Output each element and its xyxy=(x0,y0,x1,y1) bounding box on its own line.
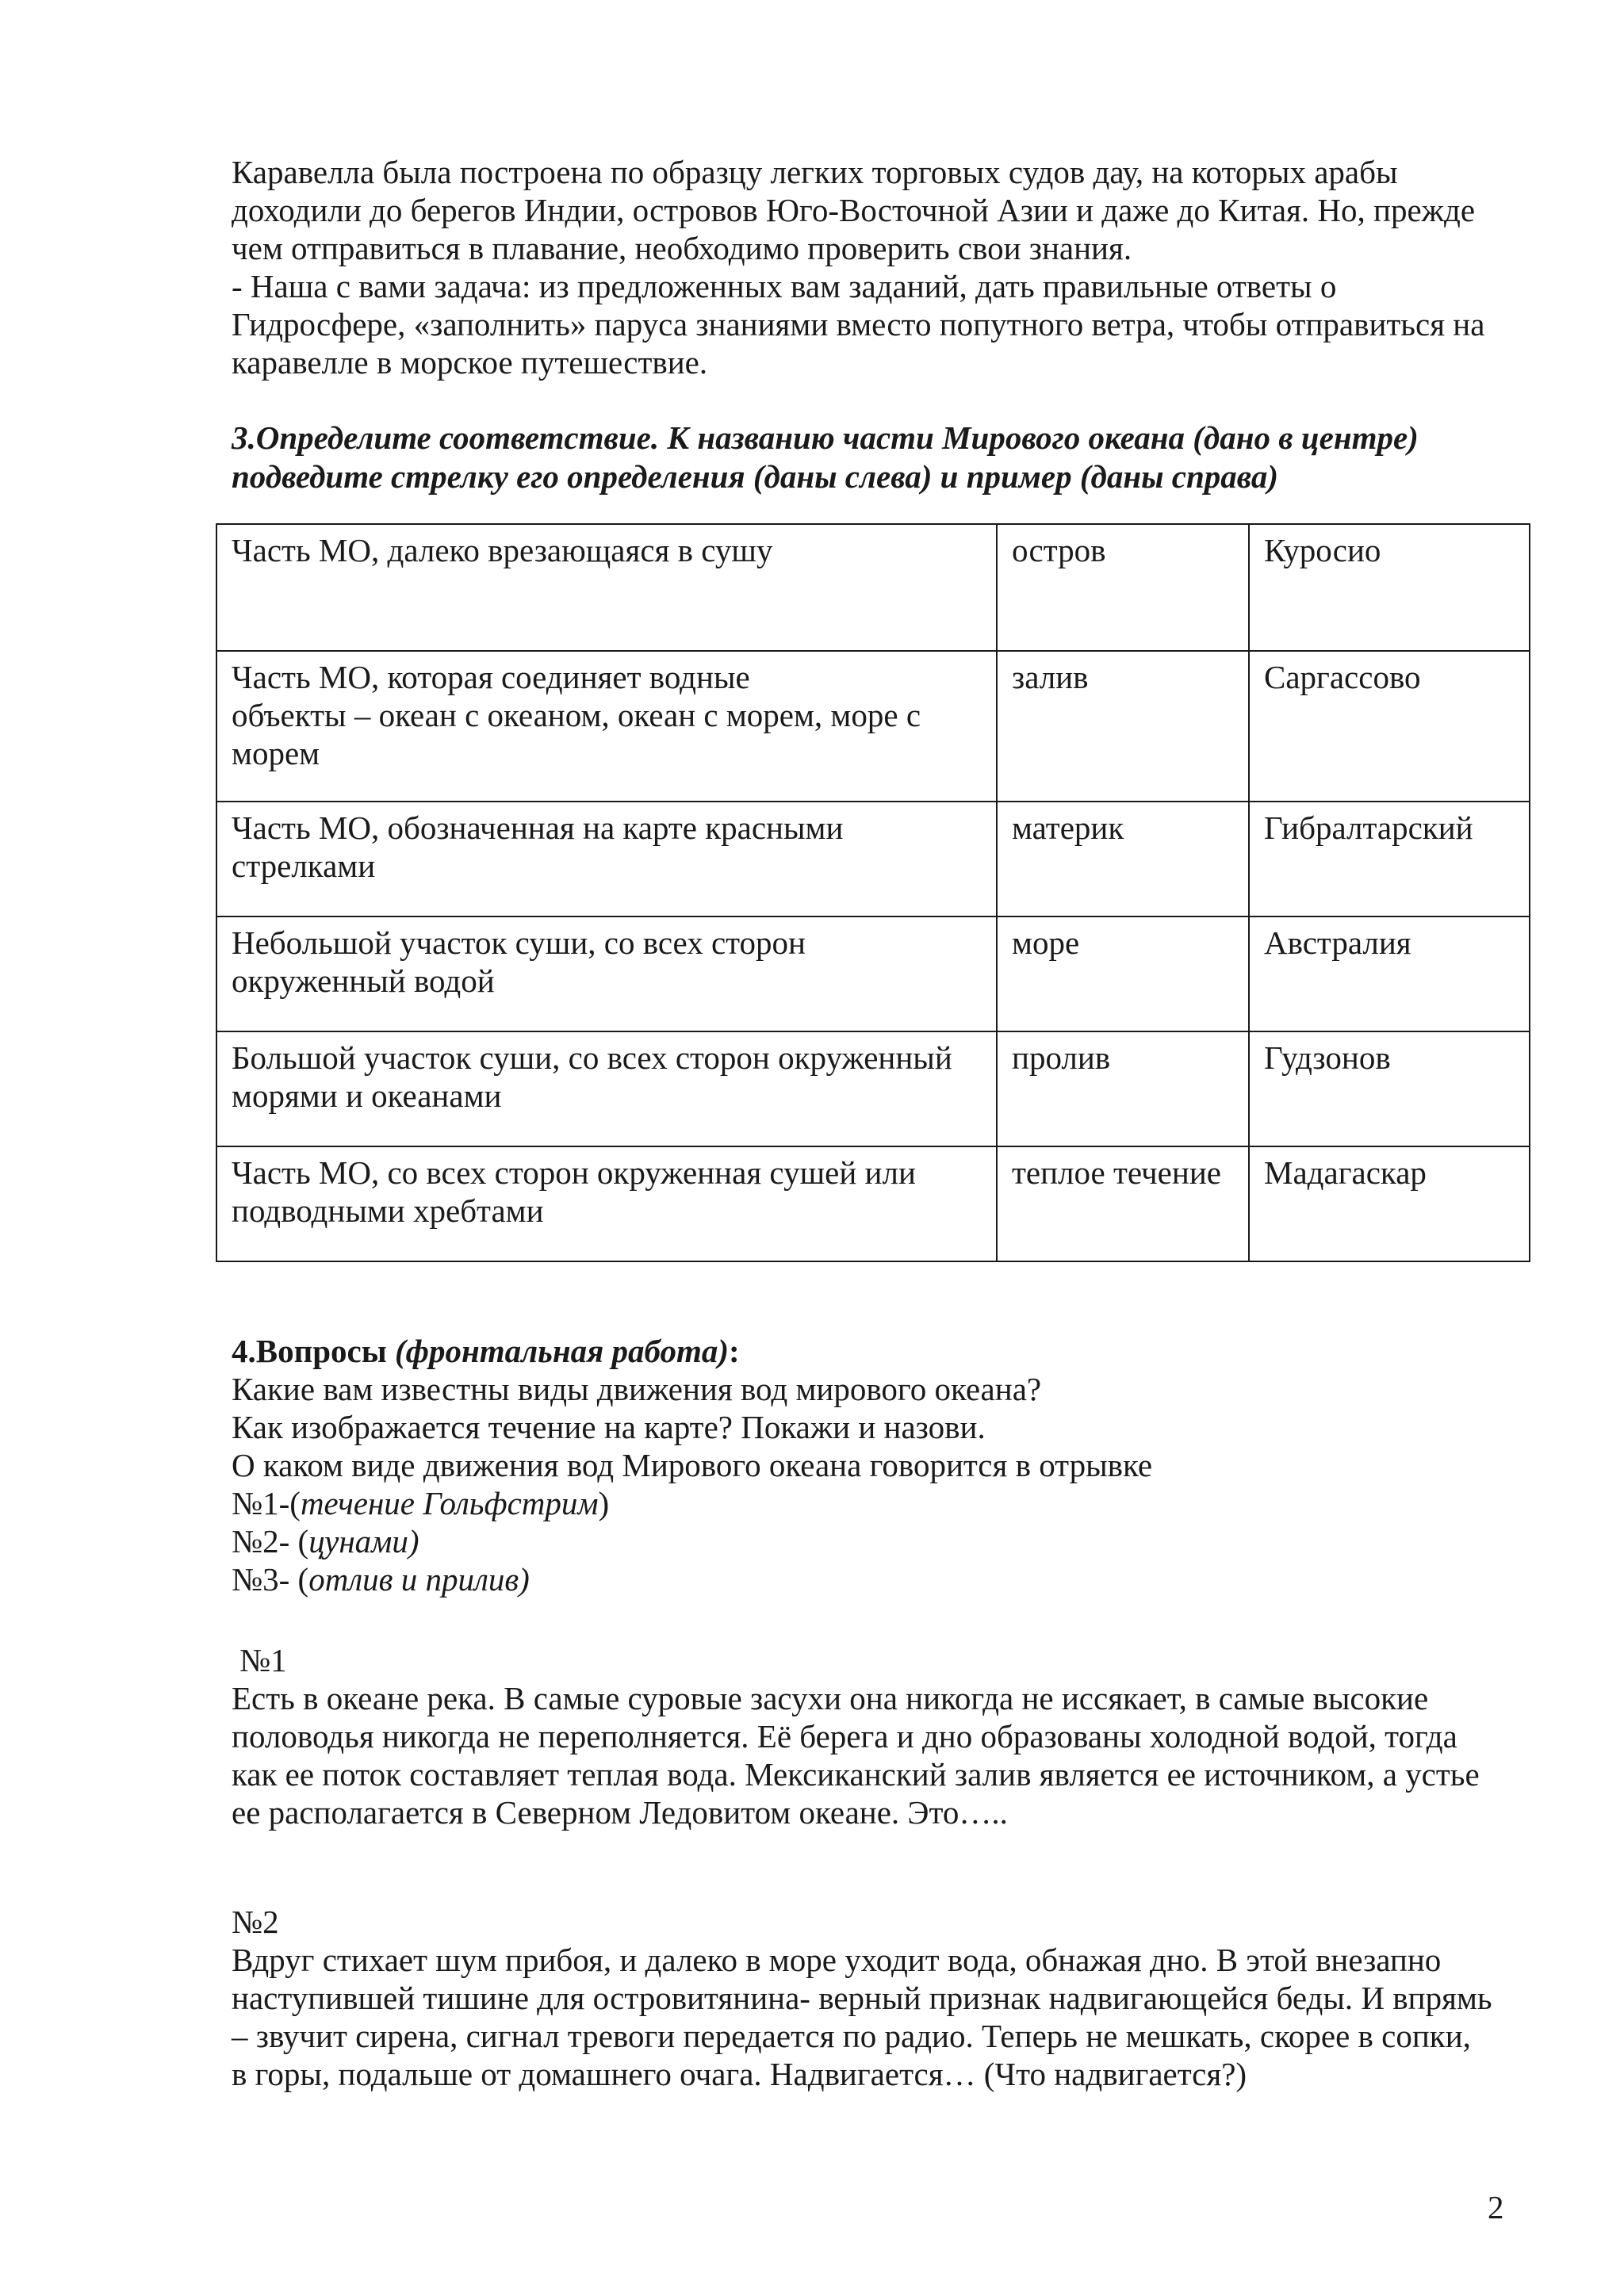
intro-line: каравелле в морское путешествие. xyxy=(232,344,708,381)
table-row xyxy=(216,1146,1530,1261)
term-cell: материк xyxy=(997,802,1249,916)
task3-heading-line: подведите стрелку его определения (даны слева) и пример (даны справа) xyxy=(232,458,1278,495)
intro-paragraph xyxy=(232,153,1548,381)
answer-line xyxy=(232,1522,1548,1560)
definition-cell: Часть МО, далеко врезающаяся в сушу xyxy=(216,524,997,651)
passage-line: Вдруг стихает шум прибоя, и далеко в море уходит вода, обнажая дно. В этой внезапно xyxy=(232,1942,1442,1978)
intro-line: чем отправиться в плавание, необходимо проверить свои знания. xyxy=(232,230,1132,266)
matching-table xyxy=(216,523,1530,1262)
table-row xyxy=(216,1031,1530,1146)
task3-heading-line: 3.Определите соответствие. К названию части Мирового океана (дано в центре) xyxy=(232,419,1419,456)
page-number: 2 xyxy=(1488,2189,1504,2225)
example-cell: Австралия xyxy=(1249,916,1530,1031)
example-cell: Мадагаскар xyxy=(1249,1146,1530,1261)
example-cell: Гудзонов xyxy=(1249,1031,1530,1146)
table-row xyxy=(216,916,1530,1031)
example-cell: Куросио xyxy=(1249,524,1530,651)
answer-prefix: №2- ( xyxy=(232,1523,309,1559)
task4-section xyxy=(232,1332,1548,1598)
answer-suffix: ) xyxy=(598,1485,610,1521)
term-cell: залив xyxy=(997,651,1249,802)
definition-cell: Большой участок суши, со всех сторон окруженный морями и океанами xyxy=(216,1031,997,1146)
passage-line: – звучит сирена, сигнал тревоги передается по радио. Теперь не мешкать, скорее в сопки, xyxy=(232,2018,1471,2054)
example-cell: Саргассово xyxy=(1249,651,1530,802)
passage-label: №2 xyxy=(232,1904,279,1940)
task4-heading-text: 4.Вопросы xyxy=(232,1333,387,1369)
table-row xyxy=(216,651,1530,802)
task4-heading-colon: : xyxy=(729,1333,740,1369)
passage-line: половодья никогда не переполняется. Её берега и дно образованы холодной водой, тогда xyxy=(232,1718,1457,1755)
answer-prefix: №3- ( xyxy=(232,1561,309,1598)
definition-cell: Часть МО, обозначенная на карте красными стрелками xyxy=(216,802,997,916)
passage-1 xyxy=(232,1641,1548,1831)
answer-prefix: №1-( xyxy=(232,1485,301,1521)
answer-text: цунами) xyxy=(308,1523,419,1559)
passage-line: ее располагается в Северном Ледовитом океане. Это….. xyxy=(232,1794,1008,1831)
passage-label: №1 xyxy=(239,1642,287,1678)
passage-line: Есть в океане река. В самые суровые засухи она никогда не иссякает, в самые высокие xyxy=(232,1680,1429,1716)
question-line: О каком виде движения вод Мирового океана говорится в отрывке xyxy=(232,1447,1153,1483)
task3-heading xyxy=(232,419,1564,496)
question-line: Как изображается течение на карте? Покажи и назови. xyxy=(232,1409,986,1445)
table-row xyxy=(216,802,1530,916)
answer-text: отлив и прилив) xyxy=(308,1561,530,1598)
definition-cell: Небольшой участок суши, со всех сторон окруженный водой xyxy=(216,916,997,1031)
term-cell: море xyxy=(997,916,1249,1031)
table-row xyxy=(216,524,1530,651)
intro-line: Каравелла была построена по образцу легких торговых судов дау, на которых арабы xyxy=(232,154,1398,190)
answer-line xyxy=(232,1560,1548,1598)
answer-line xyxy=(232,1484,1548,1522)
task4-heading xyxy=(232,1332,1548,1370)
intro-line: - Наша с вами задача: из предложенных вам заданий, дать правильные ответы о xyxy=(232,268,1337,304)
term-cell: остров xyxy=(997,524,1249,651)
question-line: Какие вам известны виды движения вод мирового океана? xyxy=(232,1371,1042,1407)
intro-line: Гидросфере, «заполнить» паруса знаниями вместо попутного ветра, чтобы отправиться на xyxy=(232,306,1485,342)
term-cell: пролив xyxy=(997,1031,1249,1146)
definition-cell: Часть МО, которая соединяет водные объекты – океан с океаном, океан с морем, море с морем xyxy=(216,651,997,802)
task4-heading-italic: (фронтальная работа) xyxy=(394,1333,730,1369)
definition-cell: Часть МО, со всех сторон окруженная сушей или подводными хребтами xyxy=(216,1146,997,1261)
term-cell: теплое течение xyxy=(997,1146,1249,1261)
passage-2 xyxy=(232,1903,1548,2093)
intro-line: доходили до берегов Индии, островов Юго-Восточной Азии и даже до Китая. Но, прежде xyxy=(232,192,1476,228)
passage-line: в горы, подальше от домашнего очага. Надвигается… (Что надвигается?) xyxy=(232,2056,1247,2092)
passage-line: как ее поток составляет теплая вода. Мексиканский залив является ее источником, а устье xyxy=(232,1756,1480,1793)
passage-line: наступившей тишине для островитянина- верный признак надвигающейся беды. И впрямь xyxy=(232,1980,1492,2016)
answer-text: течение Гольфстрим xyxy=(300,1485,599,1521)
example-cell: Гибралтарский xyxy=(1249,802,1530,916)
